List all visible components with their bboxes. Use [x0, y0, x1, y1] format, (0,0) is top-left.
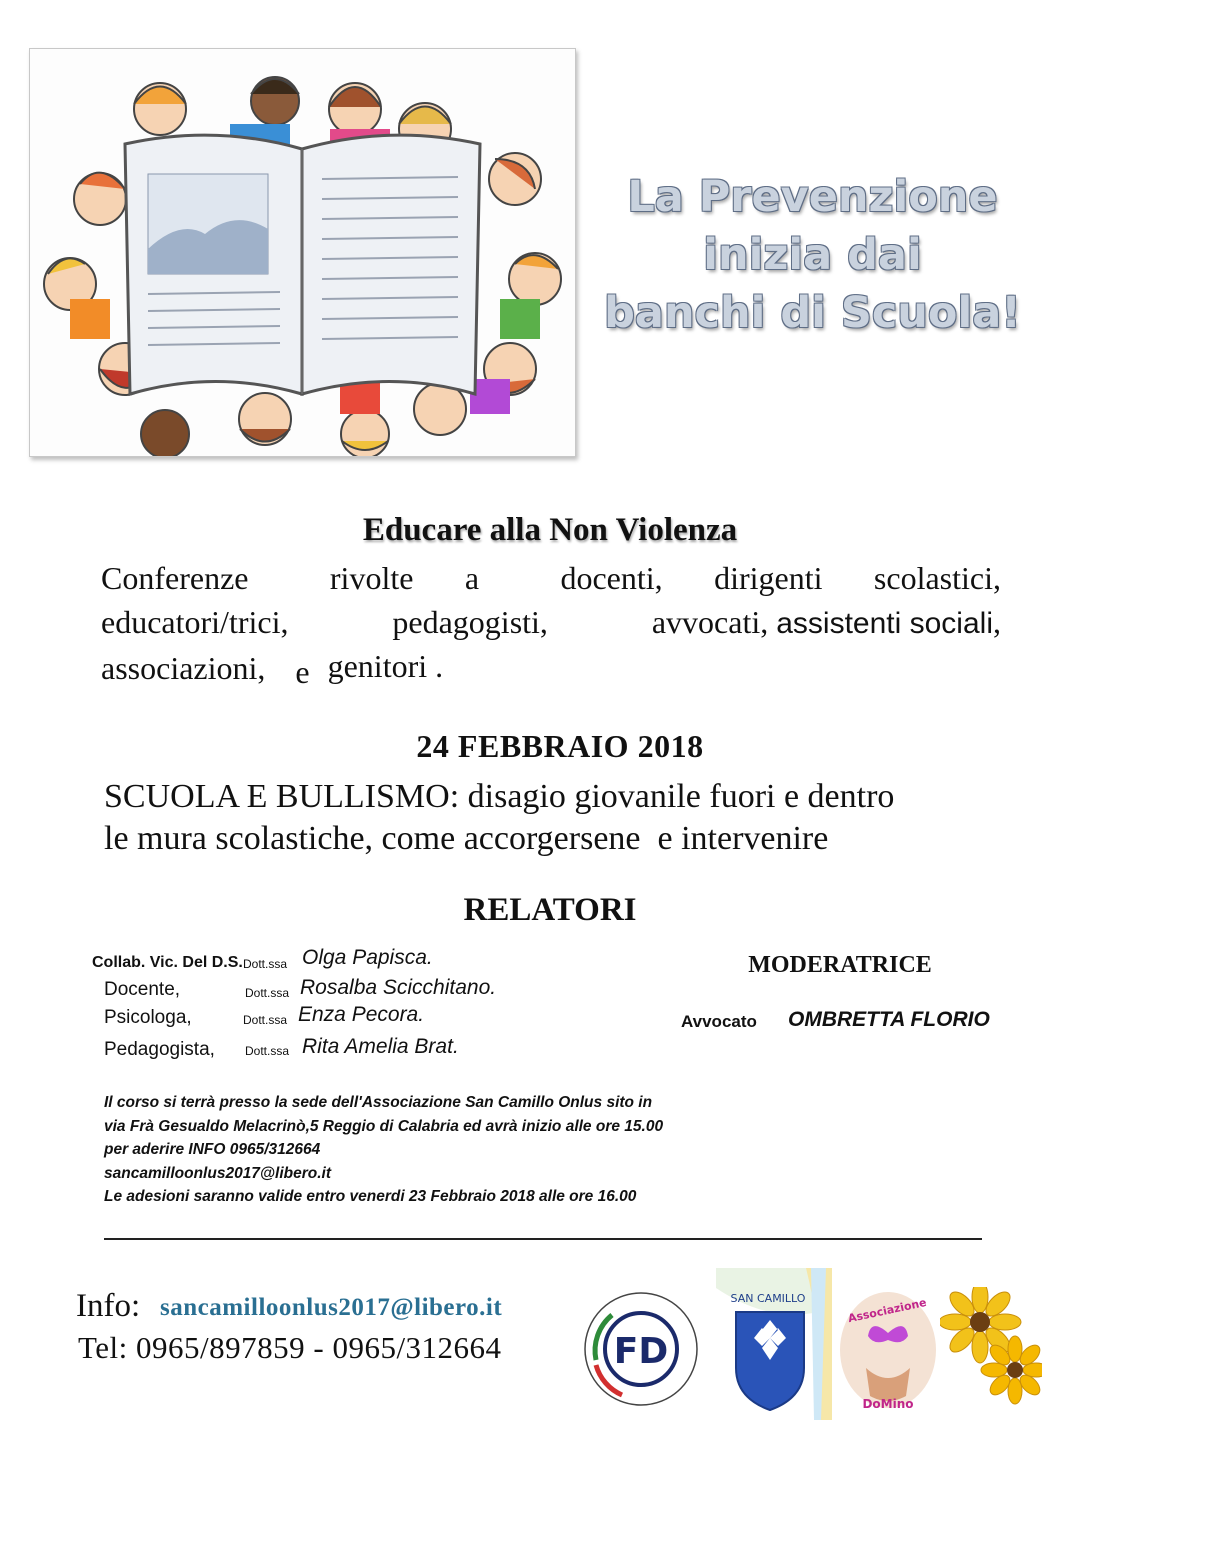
audience-line-2 — [101, 600, 1001, 646]
speaker-title: Dott.ssa — [245, 1044, 290, 1058]
audience-word-sans: assistenti sociali — [776, 607, 993, 640]
fd-confederation-logo — [582, 1290, 700, 1408]
audience-word: scolastici, — [873, 560, 1001, 596]
fd-logo-text: FD — [613, 1331, 669, 1372]
speaker-name: Enza Pecora. — [298, 1003, 425, 1026]
topic-line-2: le mura scolastiche, come accorgersene e intervenire — [104, 820, 829, 857]
audience-word: a — [464, 560, 480, 596]
speakers-title: RELATORI — [463, 892, 637, 928]
speaker-title: Dott.ssa — [243, 957, 288, 971]
speaker-title: Dott.ssa — [245, 986, 290, 1000]
audience-word: dirigenti — [714, 560, 823, 596]
domino-top-text: Associazione — [846, 1295, 928, 1326]
audience-word: Conferenze — [101, 560, 249, 596]
san-camillo-text: SAN CAMILLO — [730, 1292, 806, 1305]
associazione-domino-logo — [836, 1288, 940, 1413]
speaker-role: Docente, — [104, 979, 181, 1000]
domino-bottom-text: DoMino — [862, 1397, 914, 1411]
notes-email: sancamilloonlus2017@libero.it — [104, 1164, 332, 1182]
speaker-role: Collab. Vic. Del D.S. — [92, 954, 243, 971]
event-notes — [104, 1091, 704, 1209]
audience-paragraph — [101, 556, 1001, 690]
audience-word: e — [295, 654, 310, 690]
divider — [104, 1238, 982, 1240]
topic-line-1: SCUOLA E BULLISMO: disagio giovanile fuori e dentro — [104, 778, 895, 815]
speaker-name: Olga Papisca. — [302, 946, 433, 969]
slogan-line-1: La Prevenzione — [627, 172, 998, 222]
san-camillo-logo — [716, 1268, 832, 1420]
speaker-name: Rosalba Scicchitano. — [300, 976, 497, 999]
audience-phrase — [652, 600, 1001, 646]
notes-line: per aderire INFO 0965/312664 — [104, 1141, 321, 1158]
notes-line: Il corso si terrà presso la sede dell'Associazione San Camillo Onlus sito in — [104, 1094, 653, 1111]
audience-line-1 — [101, 556, 1001, 600]
audience-comma: , — [993, 604, 1001, 640]
audience-line-3 — [101, 646, 1001, 690]
audience-word: associazioni, — [101, 650, 266, 686]
speaker-title: Dott.ssa — [243, 1013, 288, 1027]
speaker-role: Pedagogista, — [104, 1039, 215, 1060]
children-book-illustration — [29, 48, 576, 457]
speaker-name: Rita Amelia Brat. — [302, 1035, 459, 1058]
event-heading: Educare alla Non Violenza — [362, 512, 738, 548]
audience-word: pedagogisti, — [392, 604, 548, 640]
contact-telephone: Tel: 0965/897859 - 0965/312664 — [78, 1330, 502, 1365]
flowers-logo — [940, 1287, 1042, 1411]
audience-word: rivolte — [329, 560, 414, 596]
slogan-line-3: banchi di Scuola! — [604, 288, 1021, 338]
info-label: Info: — [76, 1288, 141, 1324]
audience-word: genitori . — [327, 648, 444, 684]
slogan-line-2: inizia dai — [703, 230, 922, 280]
audience-word: docenti, — [560, 560, 663, 596]
audience-word: educatori/trici, — [101, 604, 289, 640]
children-book-image — [30, 49, 575, 456]
notes-line: via Frà Gesualdo Melacrinò,5 Reggio di Calabria ed avrà inizio alle ore 15.00 — [104, 1117, 664, 1135]
moderator-name: OMBRETTA FLORIO — [788, 1008, 990, 1031]
speaker-role: Psicologa, — [104, 1007, 192, 1028]
audience-word: avvocati, — [651, 604, 769, 640]
event-topic — [104, 776, 1024, 860]
moderator-title: MODERATRICE — [748, 952, 932, 978]
event-date: 24 FEBBRAIO 2018 — [416, 728, 704, 764]
moderator-role: Avvocato — [681, 1012, 757, 1031]
contact-email-link[interactable]: sancamilloonlus2017@libero.it — [160, 1294, 503, 1321]
slogan — [600, 168, 1025, 342]
notes-line: Le adesioni saranno valide entro venerdi 23 Febbraio 2018 alle ore 16.00 — [104, 1188, 637, 1205]
